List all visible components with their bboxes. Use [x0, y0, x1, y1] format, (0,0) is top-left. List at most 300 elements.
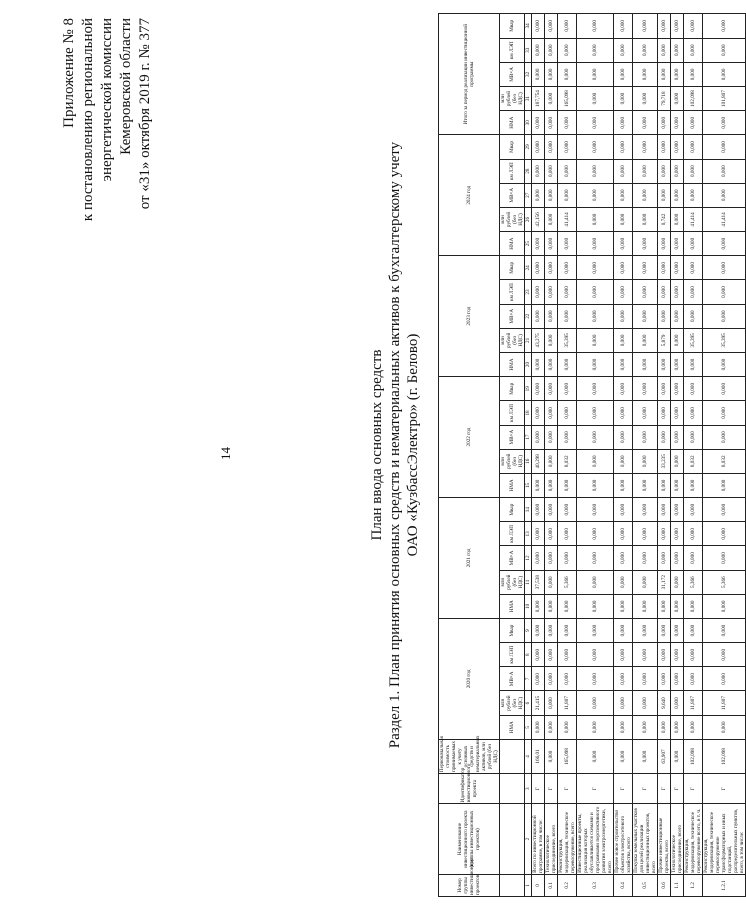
row-value: 41,414 [684, 207, 703, 231]
row-value: 0,000 [614, 667, 633, 691]
row-value: 0,000 [658, 594, 671, 618]
row-value: 0,000 [577, 38, 614, 62]
row-value: 0,000 [558, 594, 577, 618]
row-value: 0,000 [532, 232, 545, 256]
unit-mvar: Мвар [500, 14, 525, 39]
row-value: 8,032 [558, 449, 577, 473]
row-value: 43,275 [532, 328, 545, 352]
row-value: 0,000 [633, 135, 658, 159]
row-value: 0,000 [558, 618, 577, 642]
row-value: 0,000 [633, 232, 658, 256]
row-value: 0,000 [545, 304, 558, 328]
row-value: 0,000 [671, 14, 684, 39]
header-year: 2022 год [439, 377, 500, 498]
row-id: Г [577, 774, 614, 804]
row-value: 0,000 [545, 618, 558, 642]
row-value: 0,000 [633, 618, 658, 642]
row-value: 0,000 [614, 111, 633, 135]
row-value: 0,000 [703, 667, 746, 691]
row-id: Г [633, 774, 658, 804]
row-value: 0,000 [633, 62, 658, 86]
row-value: 0,000 [671, 207, 684, 231]
row-value: 0,000 [671, 425, 684, 449]
row-value: 102,098 [684, 86, 703, 110]
row-value: 0,000 [614, 256, 633, 280]
row-value: 0,000 [558, 425, 577, 449]
row-value: 0,000 [545, 38, 558, 62]
row-value: 0,000 [545, 207, 558, 231]
table-row [671, 14, 684, 897]
row-value: 0,000 [703, 183, 746, 207]
row-value: 0,000 [614, 715, 633, 739]
row-value: 0,000 [633, 498, 658, 522]
row-value: 101,807 [703, 86, 746, 110]
column-number: 20 [525, 352, 532, 376]
row-value: 0,000 [577, 522, 614, 546]
row-name: Технологическое присоединение, всего [671, 804, 684, 875]
row-value: 5,366 [684, 570, 703, 594]
row-number: 0.4 [614, 874, 633, 896]
row-value: 0,000 [671, 594, 684, 618]
column-number: 4 [525, 739, 532, 773]
row-value: 0,000 [703, 401, 746, 425]
row-value: 0,000 [684, 256, 703, 280]
row-value: 0,000 [577, 111, 614, 135]
row-value: 0,000 [658, 425, 671, 449]
row-value: 0,000 [684, 401, 703, 425]
unit-km: км ЛЭП [500, 280, 525, 304]
row-name: Всего по инвестиционной программе, в том числе: [532, 804, 545, 875]
row-value: 0,000 [614, 352, 633, 376]
row-id: Г [703, 774, 746, 804]
row-value: 0,000 [684, 473, 703, 497]
appendix-line: Приложение № 8 [61, 18, 77, 128]
row-name: Прочие инвестиционные проекты, всего [658, 804, 671, 875]
header-blank [500, 739, 525, 773]
row-value: 0,000 [658, 135, 671, 159]
row-value: 0,000 [658, 473, 671, 497]
row-value: 0,000 [614, 546, 633, 570]
row-value: 79,718 [658, 86, 671, 110]
row-value: 0,000 [633, 304, 658, 328]
row-value: 0,000 [671, 328, 684, 352]
row-value: 0,000 [558, 256, 577, 280]
row-value: 0,000 [577, 135, 614, 159]
row-value: 0,000 [577, 14, 614, 39]
row-value: 0,000 [671, 135, 684, 159]
column-number: 1 [525, 874, 532, 896]
column-number: 5 [525, 715, 532, 739]
row-value: 0,000 [577, 86, 614, 110]
table-row [532, 14, 545, 897]
row-value: 0,000 [558, 232, 577, 256]
row-value: 0,000 [558, 401, 577, 425]
header-year: 2024 год [439, 135, 500, 256]
table-row [545, 14, 558, 897]
row-value: 0,000 [684, 232, 703, 256]
row-value: 0,000 [558, 183, 577, 207]
row-value: 0,000 [577, 425, 614, 449]
row-value: 0,000 [532, 38, 545, 62]
row-value: 0,000 [577, 715, 614, 739]
row-value: 0,000 [684, 38, 703, 62]
row-value: 0,000 [671, 352, 684, 376]
row-value: 0,000 [545, 159, 558, 183]
row-value: 0,000 [577, 304, 614, 328]
row-value: 0,000 [532, 111, 545, 135]
row-value: 0,000 [703, 62, 746, 86]
row-value: 0,000 [658, 232, 671, 256]
row-id: Г [684, 774, 703, 804]
column-number: 26 [525, 207, 532, 231]
appendix-line: энергетической комиссии [99, 18, 115, 182]
row-value: 0,000 [684, 14, 703, 39]
row-value: 0,000 [684, 304, 703, 328]
row-value: 37,538 [532, 570, 545, 594]
row-value: 40,298 [532, 449, 545, 473]
document-titles [368, 45, 422, 845]
investment-table [438, 13, 746, 897]
row-value: 0,000 [614, 618, 633, 642]
row-name: Прочее новое строительство объектов электросетевого хозяйства, всего [614, 804, 633, 875]
row-value: 8,032 [703, 449, 746, 473]
row-value: 0,000 [684, 377, 703, 401]
unit-mva: МВ×А [500, 546, 525, 570]
row-value: 0,000 [558, 546, 577, 570]
row-number: 0.3 [577, 874, 614, 896]
row-value: 0,000 [558, 159, 577, 183]
row-value: 0,000 [532, 304, 545, 328]
row-value: 0,000 [684, 667, 703, 691]
row-value: 0,000 [703, 159, 746, 183]
unit-mln: млн рублей (без НДС) [500, 449, 525, 473]
table-row [633, 14, 658, 897]
row-value: 0,000 [703, 618, 746, 642]
row-value: 0,000 [532, 135, 545, 159]
column-number: 7 [525, 667, 532, 691]
row-value: 0,000 [633, 207, 658, 231]
row-value: 165,098 [558, 86, 577, 110]
row-value: 0,000 [545, 328, 558, 352]
row-value: 0,000 [658, 14, 671, 39]
row-value: 0,000 [577, 352, 614, 376]
row-name: Реконструкция, модернизация, техническое перевооружение трансформаторных и иных подстанций, распределительных пунктов, всего, в том числе: [703, 804, 746, 875]
row-value: 0,000 [684, 425, 703, 449]
row-value: 0,000 [545, 377, 558, 401]
header-year: 2021 год [439, 498, 500, 619]
row-value: 0,000 [558, 280, 577, 304]
row-value: 0,000 [558, 667, 577, 691]
row-value: 0,000 [671, 449, 684, 473]
row-cost: 102,098 [703, 739, 746, 773]
column-number: 9 [525, 618, 532, 642]
row-id: Г [545, 774, 558, 804]
column-number: 15 [525, 473, 532, 497]
column-number: 19 [525, 377, 532, 401]
row-value: 0,000 [633, 14, 658, 39]
row-value: 0,000 [614, 425, 633, 449]
row-value: 0,000 [614, 522, 633, 546]
column-number: 23 [525, 280, 532, 304]
row-value: 0,000 [703, 715, 746, 739]
row-value: 0,000 [671, 473, 684, 497]
row-value: 0,000 [545, 401, 558, 425]
row-value: 0,000 [532, 280, 545, 304]
row-value: 0,000 [614, 328, 633, 352]
row-value: 0,000 [577, 643, 614, 667]
row-value: 0,000 [684, 522, 703, 546]
row-value: 0,000 [633, 449, 658, 473]
row-value: 0,000 [558, 62, 577, 86]
header-blank [500, 874, 525, 896]
row-id: Г [532, 774, 545, 804]
row-number: 0.2 [558, 874, 577, 896]
row-name: Реконструкция, модернизация, техническое перевооружение всего, в т. ч. [684, 804, 703, 875]
row-value: 0,000 [558, 498, 577, 522]
row-value: 41,414 [703, 207, 746, 231]
row-value: 0,000 [614, 280, 633, 304]
column-number: 29 [525, 135, 532, 159]
row-value: 0,000 [577, 618, 614, 642]
row-value: 0,000 [703, 232, 746, 256]
unit-nma: НМА [500, 715, 525, 739]
column-number: 27 [525, 183, 532, 207]
row-value: 0,000 [658, 111, 671, 135]
unit-nma: НМА [500, 352, 525, 376]
row-value: 0,000 [633, 159, 658, 183]
row-id: Г [558, 774, 577, 804]
column-number: 16 [525, 449, 532, 473]
unit-mvar: Мвар [500, 256, 525, 280]
row-value: 0,000 [558, 304, 577, 328]
row-value: 0,000 [684, 280, 703, 304]
row-value: 0,000 [684, 159, 703, 183]
unit-mln: млн рублей (без НДС) [500, 328, 525, 352]
row-value: 0,000 [671, 715, 684, 739]
row-value: 0,000 [633, 111, 658, 135]
unit-mvar: Мвар [500, 135, 525, 159]
row-value: 0,000 [577, 691, 614, 715]
row-value: 42,156 [532, 207, 545, 231]
row-value: 0,000 [658, 546, 671, 570]
row-value: 0,000 [614, 570, 633, 594]
unit-km: км ЛЭП [500, 401, 525, 425]
row-cost: 0,000 [633, 739, 658, 773]
row-value: 0,000 [577, 256, 614, 280]
row-value: 0,000 [633, 425, 658, 449]
row-value: 0,000 [558, 643, 577, 667]
row-value: 0,000 [614, 135, 633, 159]
row-value: 0,000 [532, 546, 545, 570]
row-value: 0,000 [633, 667, 658, 691]
row-number: 0.5 [633, 874, 658, 896]
row-value: 0,000 [703, 38, 746, 62]
unit-mvar: Мвар [500, 377, 525, 401]
row-value: 0,000 [545, 498, 558, 522]
row-cost: 0,000 [614, 739, 633, 773]
row-value: 0,000 [633, 522, 658, 546]
row-value: 0,000 [684, 135, 703, 159]
row-cost: 166,01 [532, 739, 545, 773]
row-value: 0,000 [671, 256, 684, 280]
row-number: 0.6 [658, 874, 671, 896]
appendix-line: от «31» октября 2019 г. № 377 [137, 18, 153, 210]
row-value: 0,000 [545, 715, 558, 739]
row-value: 0,000 [614, 643, 633, 667]
row-number: 1.1 [671, 874, 684, 896]
table-row [614, 14, 633, 897]
unit-km: км ЛЭП [500, 643, 525, 667]
row-value: 0,000 [614, 691, 633, 715]
row-number: 1.2 [684, 874, 703, 896]
header-blank [500, 804, 525, 875]
row-value: 0,000 [532, 643, 545, 667]
row-value: 0,000 [577, 280, 614, 304]
row-value: 0,000 [614, 304, 633, 328]
row-value: 0,000 [671, 522, 684, 546]
row-value: 0,000 [577, 159, 614, 183]
row-value: 0,000 [577, 667, 614, 691]
row-value: 0,000 [614, 401, 633, 425]
row-value: 0,000 [633, 38, 658, 62]
row-value: 0,000 [658, 498, 671, 522]
row-value: 0,000 [671, 62, 684, 86]
row-value: 0,000 [671, 159, 684, 183]
row-value: 0,000 [658, 667, 671, 691]
row-value: 0,000 [532, 159, 545, 183]
row-value: 0,742 [658, 207, 671, 231]
row-value: 0,000 [684, 643, 703, 667]
row-value: 0,000 [658, 715, 671, 739]
column-number: 11 [525, 570, 532, 594]
row-value: 0,000 [671, 38, 684, 62]
row-value: 5,366 [703, 570, 746, 594]
row-value: 0,000 [545, 280, 558, 304]
unit-mva: МВ×А [500, 183, 525, 207]
row-value: 0,000 [658, 256, 671, 280]
unit-mvar: Мвар [500, 498, 525, 522]
header-name: Наименование инвестиционного проекта (группы инвестиционных проектов) [439, 804, 500, 875]
row-value: 0,000 [703, 111, 746, 135]
row-value: 0,000 [658, 522, 671, 546]
row-value: 0,000 [577, 401, 614, 425]
row-value: 0,000 [684, 594, 703, 618]
row-value: 0,000 [532, 498, 545, 522]
row-value: 0,000 [633, 643, 658, 667]
row-value: 0,000 [703, 643, 746, 667]
column-number: 25 [525, 232, 532, 256]
row-value: 0,000 [532, 618, 545, 642]
row-value: 0,000 [614, 38, 633, 62]
row-value: 0,000 [633, 352, 658, 376]
row-value: 0,000 [532, 473, 545, 497]
header-id: Идентификатор инвестиционного проекта [439, 774, 500, 804]
row-value: 0,000 [671, 401, 684, 425]
row-value: 0,000 [614, 14, 633, 39]
row-value: 0,000 [703, 546, 746, 570]
unit-nma: НМА [500, 594, 525, 618]
row-value: 0,000 [684, 546, 703, 570]
table-row [703, 14, 746, 897]
column-number: 22 [525, 304, 532, 328]
row-value: 0,000 [684, 62, 703, 86]
row-value: 0,000 [545, 667, 558, 691]
column-number: 33 [525, 38, 532, 62]
unit-mln: млн рублей (без НДС) [500, 207, 525, 231]
row-value: 0,000 [684, 111, 703, 135]
column-number: 10 [525, 594, 532, 618]
row-value: 8,032 [684, 449, 703, 473]
row-name: Покупка земельных участков для целей реализации инвестиционных проектов, всего [633, 804, 658, 875]
appendix-note [60, 18, 155, 348]
row-value: 35,395 [558, 328, 577, 352]
row-value: 0,000 [633, 691, 658, 715]
row-value: 0,000 [532, 401, 545, 425]
row-value: 0,000 [545, 256, 558, 280]
row-value: 0,000 [545, 691, 558, 715]
row-value: 0,000 [684, 715, 703, 739]
row-value: 0,000 [545, 232, 558, 256]
row-value: 0,000 [703, 304, 746, 328]
title-company: ОАО «КузбассЭлектро» (г. Белово) [405, 333, 421, 557]
row-value: 0,000 [633, 183, 658, 207]
row-value: 0,000 [658, 280, 671, 304]
column-number: 12 [525, 546, 532, 570]
row-value: 0,000 [671, 304, 684, 328]
row-id: Г [658, 774, 671, 804]
row-value: 0,000 [671, 546, 684, 570]
unit-mvar: Мвар [500, 618, 525, 642]
row-value: 0,000 [545, 546, 558, 570]
row-value: 0,000 [577, 449, 614, 473]
row-value: 0,000 [614, 232, 633, 256]
row-value: 0,000 [577, 232, 614, 256]
unit-mva: МВ×А [500, 62, 525, 86]
row-value: 0,000 [577, 377, 614, 401]
row-value: 0,000 [633, 594, 658, 618]
row-value: 0,000 [545, 594, 558, 618]
column-number: 32 [525, 62, 532, 86]
row-value: 0,000 [671, 183, 684, 207]
row-value: 0,000 [532, 62, 545, 86]
row-value: 0,000 [671, 377, 684, 401]
row-value: 35,395 [684, 328, 703, 352]
row-value: 0,000 [614, 449, 633, 473]
row-value: 0,000 [532, 425, 545, 449]
row-value: 0,000 [545, 14, 558, 39]
row-value: 0,000 [703, 377, 746, 401]
row-value: 0,000 [633, 715, 658, 739]
row-value: 0,000 [577, 594, 614, 618]
column-number: 18 [525, 401, 532, 425]
row-value: 0,000 [558, 14, 577, 39]
row-value: 9,640 [658, 691, 671, 715]
row-value: 187,754 [532, 86, 545, 110]
row-value: 11,807 [684, 691, 703, 715]
row-value: 0,000 [703, 256, 746, 280]
unit-km: км ЛЭП [500, 522, 525, 546]
unit-nma: НМА [500, 111, 525, 135]
row-value: 0,000 [614, 377, 633, 401]
column-number: 34 [525, 14, 532, 39]
row-value: 0,000 [614, 159, 633, 183]
row-value: 0,000 [614, 86, 633, 110]
row-value: 0,000 [532, 183, 545, 207]
row-value: 0,000 [532, 352, 545, 376]
row-value: 0,000 [658, 618, 671, 642]
unit-nma: НМА [500, 232, 525, 256]
row-value: 31,172 [658, 570, 671, 594]
